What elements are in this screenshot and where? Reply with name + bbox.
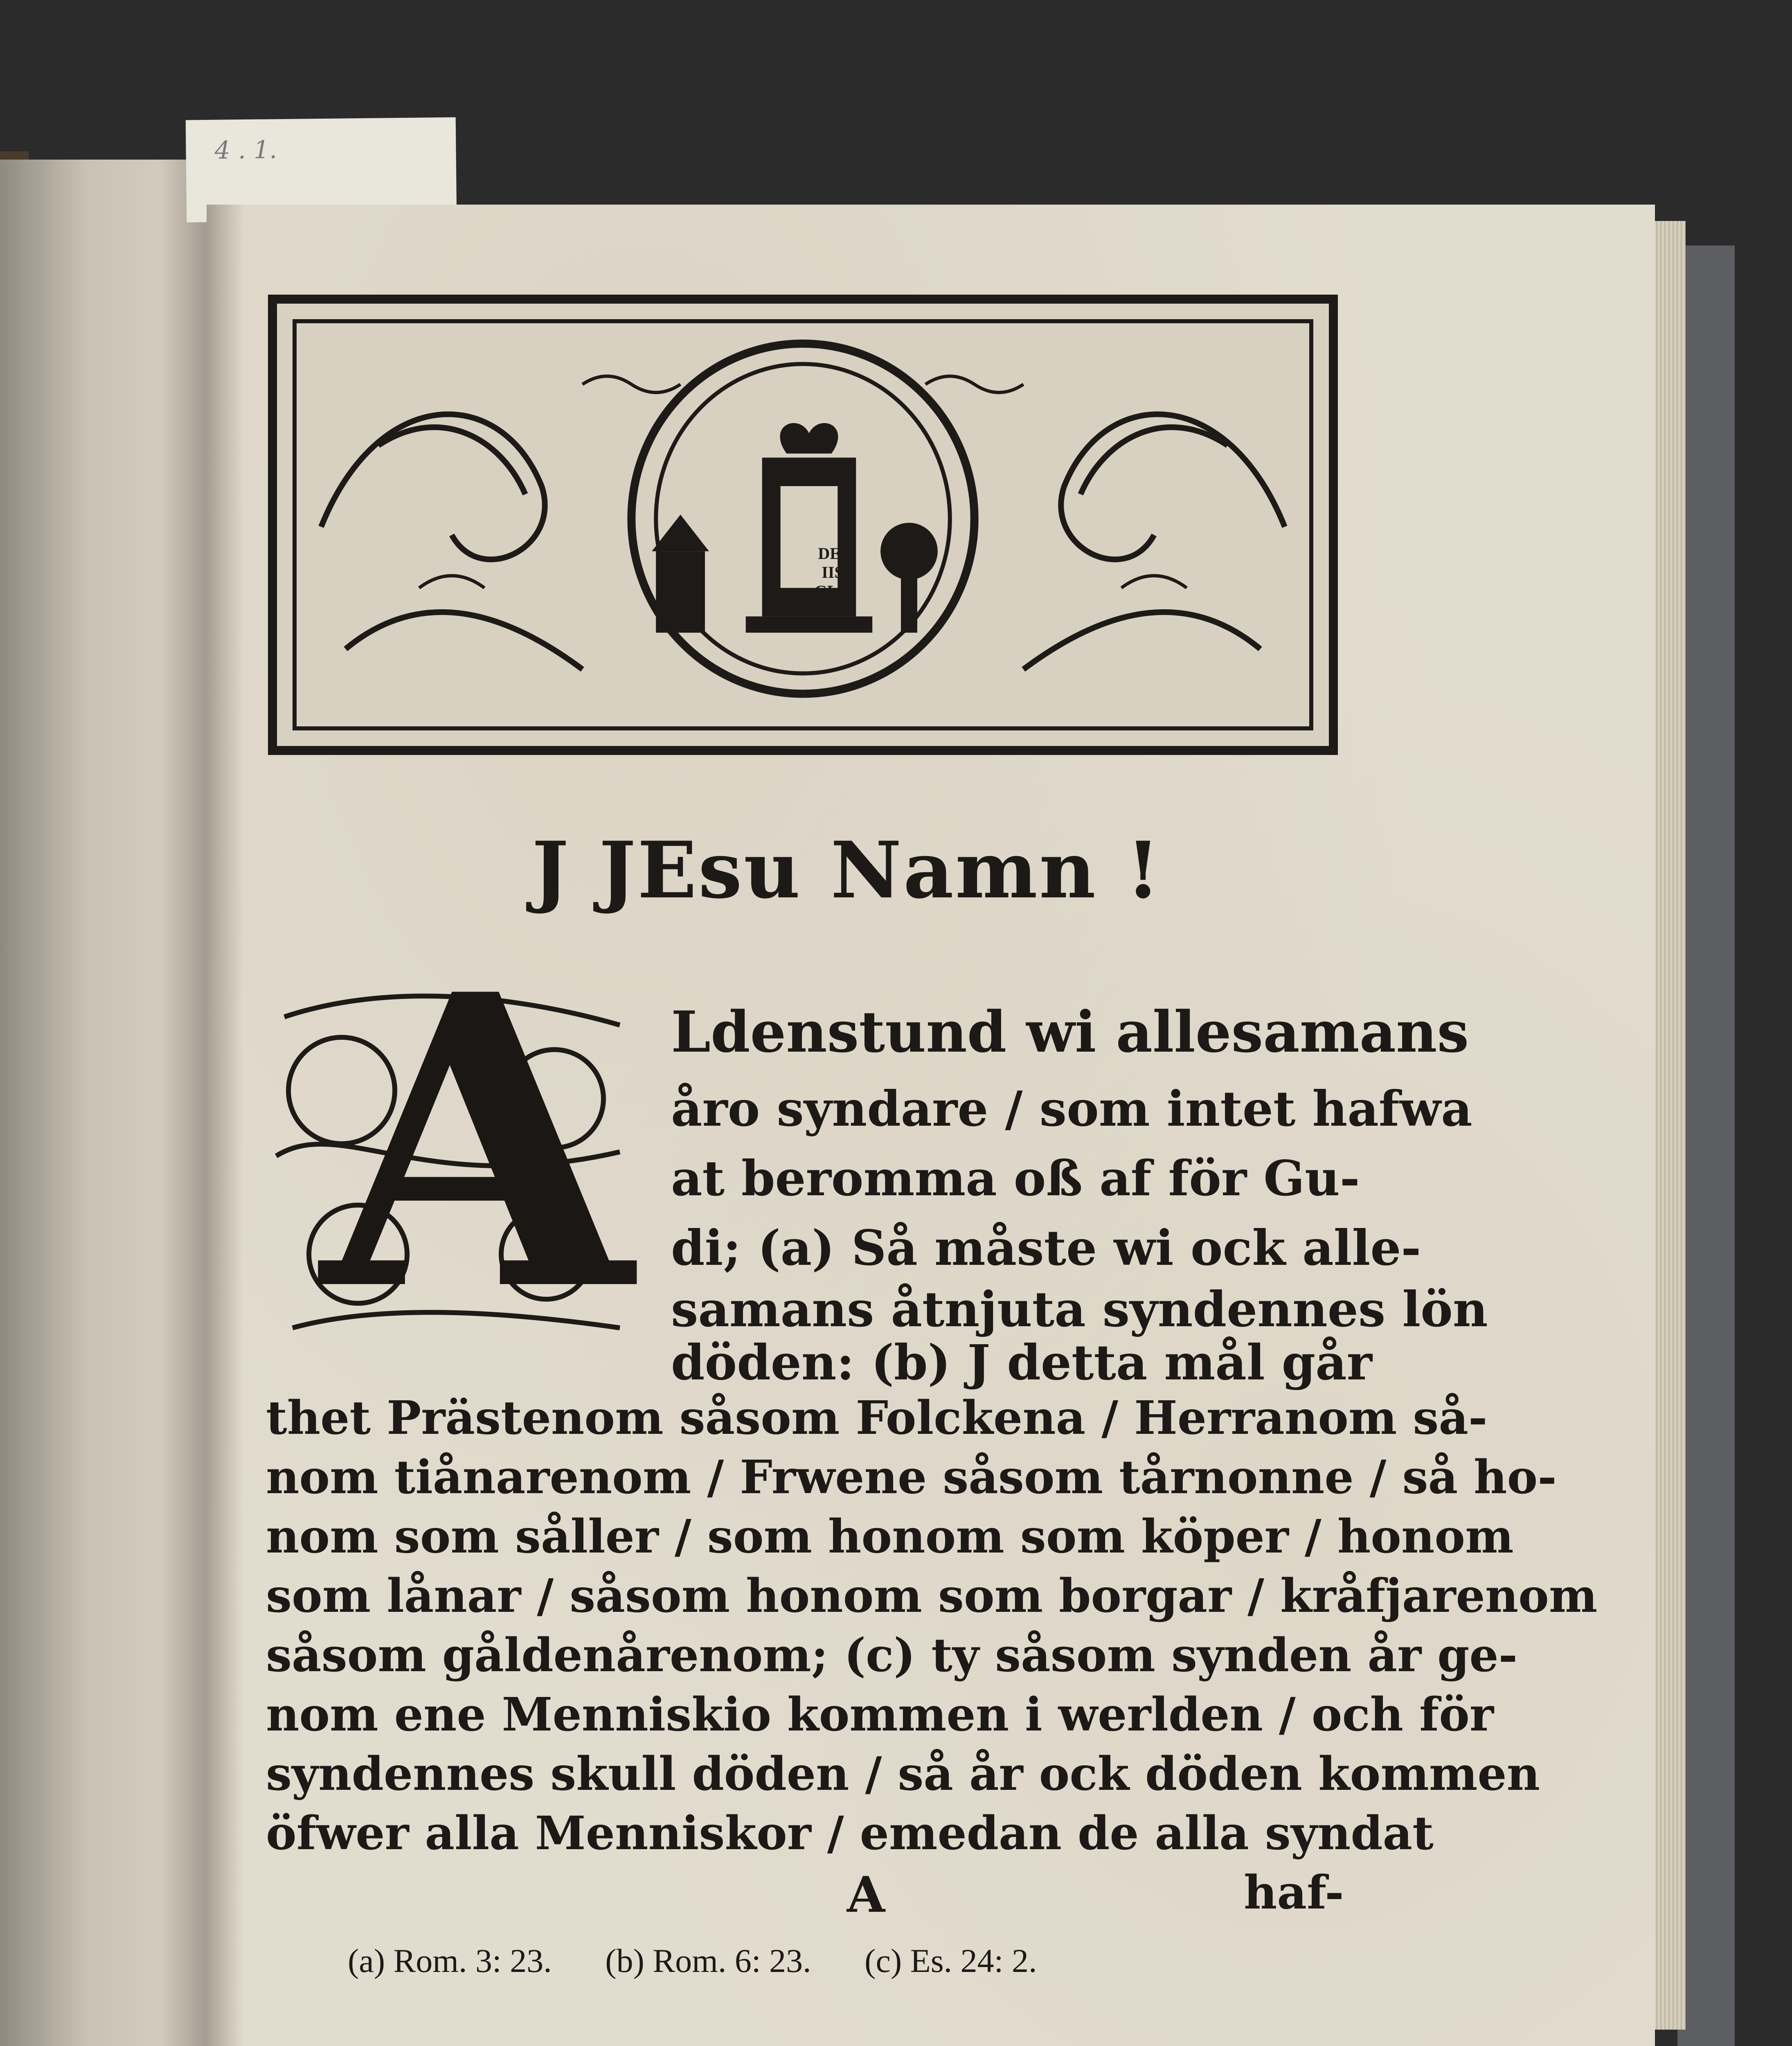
text-line: nom ene Menniskio kommen i werlden / och för bbox=[266, 1688, 1494, 1742]
text-line: döden: (b) J detta mål går bbox=[671, 1334, 1372, 1391]
inscription-line: DEI bbox=[818, 544, 847, 563]
decorated-initial bbox=[260, 908, 636, 1379]
altar-inscription bbox=[800, 544, 865, 620]
text-line: åro syndare / som intet hafwa bbox=[671, 1080, 1472, 1137]
text-line: di; (a) Så måste wi ock alle- bbox=[671, 1219, 1421, 1276]
text-line: nom som såller / som honom som köper / honom bbox=[266, 1510, 1514, 1564]
footnotes bbox=[348, 1942, 1082, 1980]
page-gutter bbox=[207, 205, 243, 2046]
text-line: öfwer alla Menniskor / emedan de alla syndat bbox=[266, 1807, 1434, 1860]
text-line: thet Prästenom såsom Folckena / Herranom så- bbox=[266, 1391, 1488, 1445]
text-line: samans åtnjuta syndennes lön bbox=[671, 1281, 1488, 1338]
background-panel bbox=[1677, 246, 1735, 2046]
left-page-edge bbox=[0, 160, 213, 2046]
headpiece-ornament bbox=[268, 295, 1338, 755]
inscription-line: IIS bbox=[822, 563, 844, 581]
signature-mark: A bbox=[847, 1866, 885, 1924]
headpiece-frame bbox=[293, 319, 1313, 730]
page-title: J JEsu Namn ! bbox=[532, 825, 1162, 916]
initial-letter: A bbox=[321, 908, 633, 1379]
text-line: Ldenstund wi allesamans bbox=[671, 998, 1469, 1065]
text-line: at beromma oß af för Gu- bbox=[671, 1150, 1360, 1207]
catchword: haf- bbox=[1244, 1866, 1344, 1920]
footnote: (a) Rom. 3: 23. bbox=[348, 1942, 552, 1979]
text-line: såsom gåldenårenom; (c) ty såsom synden år ge- bbox=[266, 1629, 1518, 1682]
footnote: (b) Rom. 6: 23. bbox=[605, 1942, 811, 1979]
foliage-engraving bbox=[297, 323, 1309, 726]
inscription-line: RIA. bbox=[815, 601, 850, 619]
text-line: nom tiånarenom / Frwene såsom tårnonne / så ho- bbox=[266, 1451, 1557, 1504]
tab-text: 4 . 1. bbox=[214, 135, 277, 165]
text-line: som lånar / såsom honom som borgar / kråfjarenom bbox=[266, 1569, 1598, 1623]
footnote: (c) Es. 24: 2. bbox=[864, 1942, 1037, 1979]
inscription-line: GLO bbox=[814, 582, 851, 600]
text-line: syndennes skull döden / så år ock döden kommen bbox=[266, 1747, 1540, 1801]
